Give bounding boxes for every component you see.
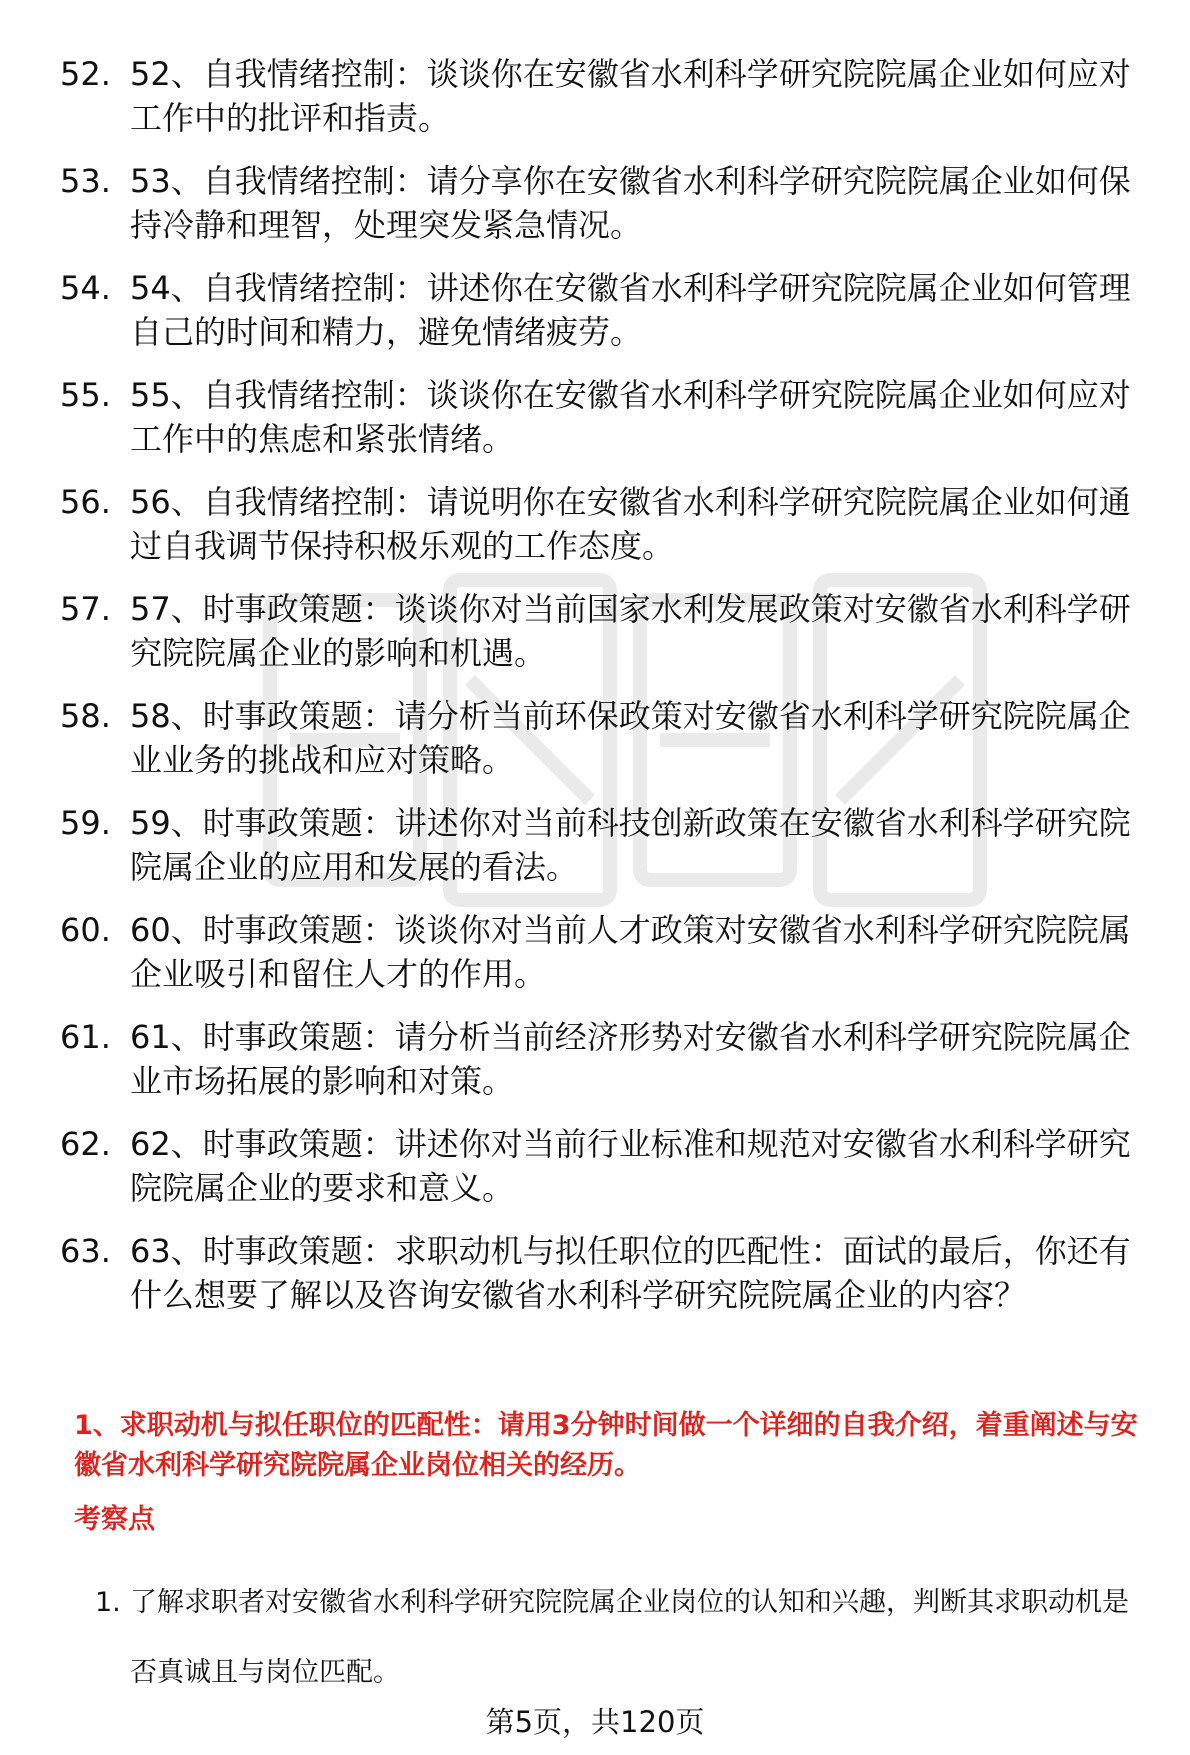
question-number: 52. <box>60 55 111 93</box>
question-text: 52、自我情绪控制：谈谈你在安徽省水利科学研究院院属企业如何应对工作中的批评和指责。 <box>130 55 1131 137</box>
assessment-point-item <box>95 1568 1155 1708</box>
question-number: 60. <box>60 911 111 949</box>
question-item-62 <box>60 1122 1160 1210</box>
question-item-54 <box>60 266 1160 354</box>
question-text: 60、时事政策题：谈谈你对当前人才政策对安徽省水利科学研究院院属企业吸引和留住人才的作用。 <box>130 911 1131 993</box>
point-number: 1. <box>95 1587 121 1618</box>
question-number: 62. <box>60 1125 111 1163</box>
question-number: 58. <box>60 697 111 735</box>
question-text: 62、时事政策题：讲述你对当前行业标准和规范对安徽省水利科学研究院院属企业的要求和意义。 <box>130 1125 1131 1207</box>
question-text: 55、自我情绪控制：谈谈你在安徽省水利科学研究院院属企业如何应对工作中的焦虑和紧张情绪。 <box>130 376 1131 458</box>
question-text: 59、时事政策题：讲述你对当前科技创新政策在安徽省水利科学研究院院属企业的应用和发展的看法。 <box>130 804 1131 886</box>
question-list <box>60 52 1160 1317</box>
question-number: 55. <box>60 376 111 414</box>
point-text: 了解求职者对安徽省水利科学研究院院属企业岗位的认知和兴趣，判断其求职动机是否真诚且与岗位匹配。 <box>130 1587 1129 1688</box>
page-number-footer: 第5页，共120页 <box>485 1705 705 1739</box>
question-number: 63. <box>60 1232 111 1270</box>
question-number: 61. <box>60 1018 111 1056</box>
question-text: 63、时事政策题：求职动机与拟任职位的匹配性：面试的最后，你还有什么想要了解以及咨询安徽省水利科学研究院院属企业的内容？ <box>130 1232 1131 1314</box>
question-number: 59. <box>60 804 111 842</box>
question-item-53 <box>60 159 1160 247</box>
question-item-52 <box>60 52 1160 140</box>
question-item-58 <box>60 694 1160 782</box>
question-text: 57、时事政策题：谈谈你对当前国家水利发展政策对安徽省水利科学研究院院属企业的影响和机遇。 <box>130 590 1131 672</box>
question-text: 58、时事政策题：请分析当前环保政策对安徽省水利科学研究院院属企业业务的挑战和应对策略。 <box>130 697 1131 779</box>
question-item-61 <box>60 1015 1160 1103</box>
question-number: 53. <box>60 162 111 200</box>
question-text: 61、时事政策题：请分析当前经济形势对安徽省水利科学研究院院属企业市场拓展的影响和对策。 <box>130 1018 1131 1100</box>
question-item-55 <box>60 373 1160 461</box>
section-subheading: 考察点 <box>74 1504 155 1535</box>
question-number: 54. <box>60 269 111 307</box>
question-text: 54、自我情绪控制：讲述你在安徽省水利科学研究院院属企业如何管理自己的时间和精力，避免情绪疲劳。 <box>130 269 1131 351</box>
question-text: 56、自我情绪控制：请说明你在安徽省水利科学研究院院属企业如何通过自我调节保持积极乐观的工作态度。 <box>130 483 1131 565</box>
question-text: 53、自我情绪控制：请分享你在安徽省水利科学研究院院属企业如何保持冷静和理智，处理突发紧急情况。 <box>130 162 1131 244</box>
question-item-60 <box>60 908 1160 996</box>
question-item-63 <box>60 1229 1160 1317</box>
question-item-56 <box>60 480 1160 568</box>
assessment-point-list <box>95 1568 1155 1708</box>
question-number: 56. <box>60 483 111 521</box>
section-heading: 1、求职动机与拟任职位的匹配性：请用3分钟时间做一个详细的自我介绍，着重阐述与安徽省水利科学研究院院属企业岗位相关的经历。 <box>74 1410 1138 1481</box>
question-item-59 <box>60 801 1160 889</box>
question-item-57 <box>60 587 1160 675</box>
question-number: 57. <box>60 590 111 628</box>
